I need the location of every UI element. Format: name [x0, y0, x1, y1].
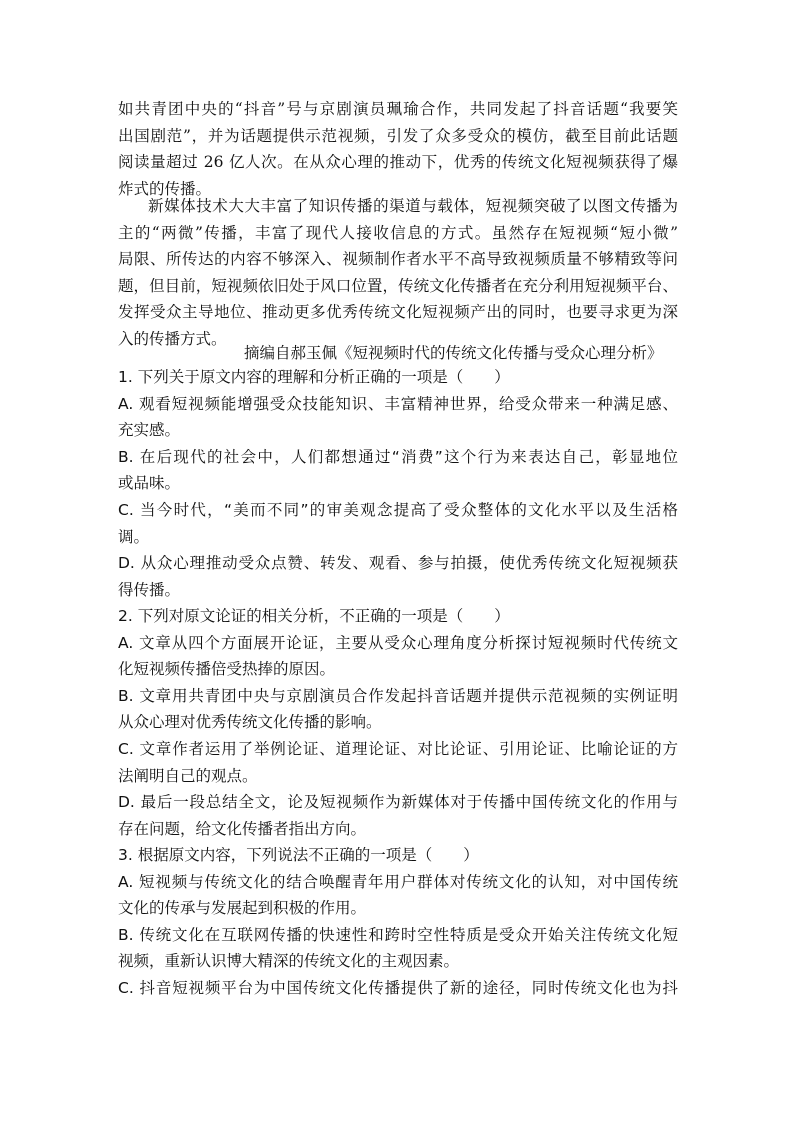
- text-line: 题，但目前，短视频依旧处于风口位置，传统文化传播者在充分利用短视频平台、: [118, 276, 678, 295]
- question-1: [118, 364, 678, 603]
- text-line: 出国剧范”，并为话题提供示范视频，引发了众多受众的模仿，截至目前此话题: [118, 126, 678, 145]
- option-a: A. 观看短视频能增强受众技能知识、丰富精神世界，给受众带来一种满足感、: [118, 394, 678, 413]
- question-stem: 3. 根据原文内容，下列说法不正确的一项是（ ）: [118, 846, 479, 864]
- option-b: B. 传统文化在互联网传播的快速性和跨时空性特质是受众开始关注传统文化短: [118, 925, 678, 944]
- option-b-cont: 或品味。: [118, 474, 181, 493]
- option-c: C. 当今时代，“美而不同”的审美观念提高了受众整体的文化水平以及生活格: [118, 500, 678, 519]
- text-line: 炸式的传播。: [118, 179, 212, 198]
- option-b: B. 在后现代的社会中，人们都想通过“消费”这个行为来表达自己，彰显地位: [118, 447, 678, 466]
- passage-paragraph-1: [118, 96, 678, 202]
- option-b-cont: 从众心理对优秀传统文化传播的影响。: [118, 713, 382, 732]
- option-d: D. 从众心理推动受众点赞、转发、观看、参与拍摄，使优秀传统文化短视频获: [118, 554, 678, 573]
- text-line: 发挥受众主导地位、推动更多优秀传统文化短视频产出的同时，也要寻求更为深: [118, 303, 678, 322]
- option-c-cont: 法阐明自己的观点。: [118, 766, 258, 785]
- option-d-cont: 存在问题，给文化传播者指出方向。: [118, 819, 367, 838]
- question-2: [118, 603, 678, 842]
- option-a-cont: 文化的传承与发展起到积极的作用。: [118, 899, 367, 918]
- option-b-cont: 视频，重新认识博大精深的传统文化的主观因素。: [118, 952, 460, 971]
- text-line: 局限、所传达的内容不够深入、视频制作者水平不高导致视频质量不够精致等问: [118, 250, 678, 269]
- option-d-cont: 得传播。: [118, 580, 181, 599]
- option-c: C. 抖音短视频平台为中国传统文化传播提供了新的途径，同时传统文化也为抖: [118, 978, 678, 997]
- passage-paragraph-2: [118, 193, 678, 353]
- option-b: B. 文章用共青团中央与京剧演员合作发起抖音话题并提供示范视频的实例证明: [118, 686, 678, 705]
- question-stem: 2. 下列对原文论证的相关分析，不正确的一项是（ ）: [118, 607, 510, 625]
- option-a-cont: 充实感。: [118, 421, 181, 440]
- option-a: A. 短视频与传统文化的结合唤醒青年用户群体对传统文化的认知，对中国传统: [118, 872, 678, 891]
- option-c-cont: 调。: [118, 527, 150, 546]
- text-line: 主的“两微”传播，丰富了现代人接收信息的方式。虽然存在短视频“短小微”: [118, 223, 678, 242]
- option-a: A. 文章从四个方面展开论证，主要从受众心理角度分析探讨短视频时代传统文: [118, 633, 678, 652]
- option-c: C. 文章作者运用了举例论证、道理论证、对比论证、引用论证、比喻论证的方: [118, 739, 678, 758]
- question-stem: 1. 下列关于原文内容的理解和分析正确的一项是（ ）: [118, 368, 510, 386]
- text-line: 阅读量超过 26 亿人次。在从众心理的推动下，优秀的传统文化短视频获得了爆: [118, 153, 678, 172]
- option-d: D. 最后一段总结全文，论及短视频作为新媒体对于传播中国传统文化的作用与: [118, 793, 678, 812]
- option-a-cont: 化短视频传播倍受热捧的原因。: [118, 660, 336, 679]
- text-line: 入的传播方式。: [118, 329, 227, 348]
- text-line: 新媒体技术大大丰富了知识传播的渠道与载体，短视频突破了以图文传播为: [148, 197, 678, 215]
- question-3: [118, 842, 678, 1002]
- text-line: 如共青团中央的“抖音”号与京剧演员珮瑜合作，共同发起了抖音话题“我要笑: [118, 100, 678, 118]
- source-citation: 摘编自郝玉佩《短视频时代的传统文化传播与受众心理分析》: [244, 344, 663, 362]
